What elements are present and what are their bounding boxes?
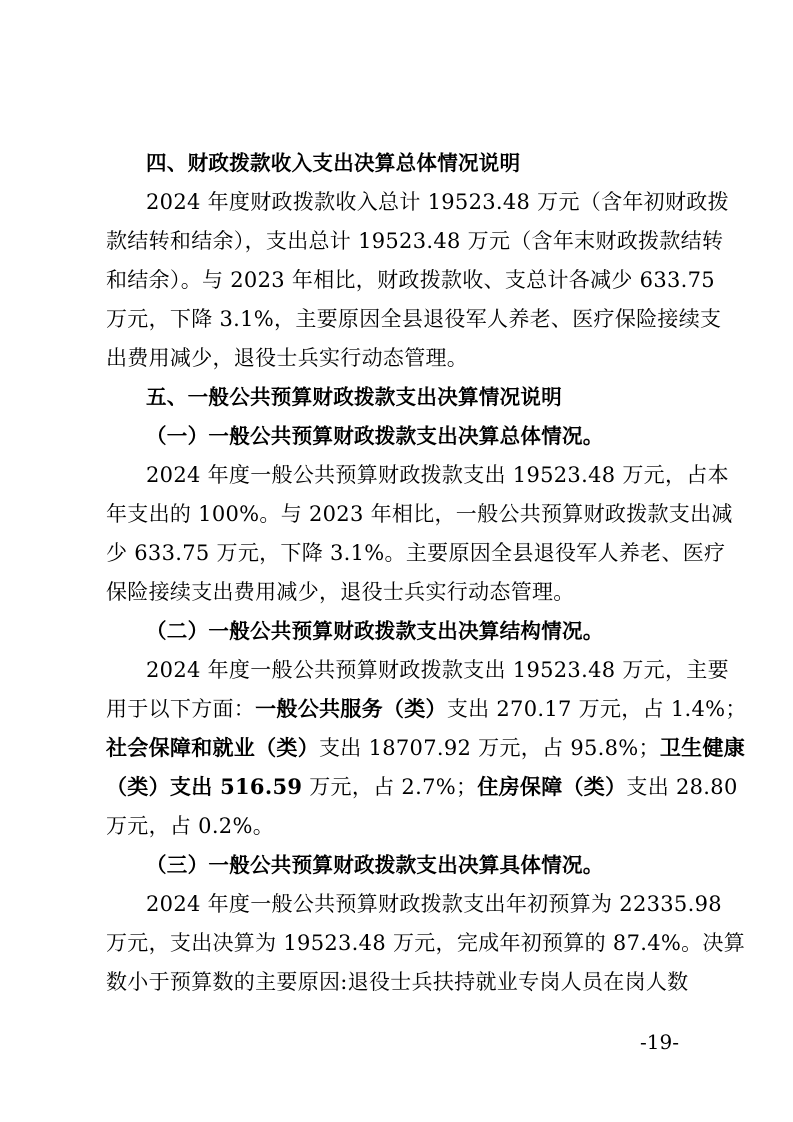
paragraph-line — [106, 772, 738, 802]
section-4-heading: 四、财政拨款收入支出决算总体情况说明 — [146, 151, 521, 175]
paragraph-line: 万元，支出决算为 19523.48 万元，完成年初预算的 87.4%。决算 — [106, 931, 746, 955]
paragraph-line — [106, 694, 747, 724]
page-number: -19- — [640, 1030, 679, 1054]
paragraph-line: 年支出的 100%。与 2023 年相比，一般公共预算财政拨款支出减 — [106, 502, 733, 526]
paragraph-line: 款结转和结余），支出总计 19523.48 万元（含年末财政拨款结转 — [106, 229, 724, 253]
section-5-heading: 五、一般公共预算财政拨款支出决算情况说明 — [146, 385, 562, 409]
paragraph-line: 少 633.75 万元，下降 3.1%。主要原因全县退役军人养老、医疗 — [106, 541, 726, 565]
paragraph-line: 2024 年度一般公共预算财政拨款支出 19523.48 万元，占本 — [146, 463, 729, 487]
category-general-public-services: 一般公共服务（类） — [255, 696, 447, 721]
category-social-security: 社会保障和就业（类） — [106, 735, 319, 760]
subsection-3-heading: （三）一般公共预算财政拨款支出决算具体情况。 — [146, 853, 604, 877]
paragraph-line: 和结余）。与 2023 年相比，财政拨款收、支总计各减少 633.75 — [106, 268, 715, 292]
paragraph-line: 2024 年度财政拨款收入总计 19523.48 万元（含年初财政拨 — [146, 190, 729, 214]
category-health: 卫生健康 — [659, 735, 746, 760]
paragraph-line: 出费用减少，退役士兵实行动态管理。 — [106, 346, 469, 370]
text-run: 万元，占 2.7%； — [302, 775, 478, 799]
category-housing: 住房保障（类） — [477, 774, 627, 799]
paragraph-line: 数小于预算数的主要原因:退役士兵扶持就业专岗人员在岗人数 — [106, 970, 689, 994]
text-run: 用于以下方面： — [106, 697, 256, 721]
category-health-amount: （类）支出 516.59 — [106, 774, 303, 799]
subsection-1-heading: （一）一般公共预算财政拨款支出决算总体情况。 — [146, 424, 604, 448]
text-run: 支出 18707.92 万元，占 95.8%； — [319, 736, 660, 760]
subsection-2-heading: （二）一般公共预算财政拨款支出决算结构情况。 — [146, 619, 604, 643]
text-run: 支出 270.17 万元，占 1.4%； — [446, 697, 747, 721]
paragraph-line: 保险接续支出费用减少，退役士兵实行动态管理。 — [106, 580, 575, 604]
paragraph-line: 2024 年度一般公共预算财政拨款支出 19523.48 万元，主要 — [146, 658, 729, 682]
paragraph-line — [106, 733, 745, 763]
text-run: 支出 28.80 — [626, 775, 738, 799]
paragraph-line: 2024 年度一般公共预算财政拨款支出年初预算为 22335.98 — [146, 892, 722, 916]
paragraph-line: 万元，占 0.2%。 — [106, 814, 275, 838]
paragraph-line: 万元，下降 3.1%，主要原因全县退役军人养老、医疗保险接续支 — [106, 307, 722, 331]
